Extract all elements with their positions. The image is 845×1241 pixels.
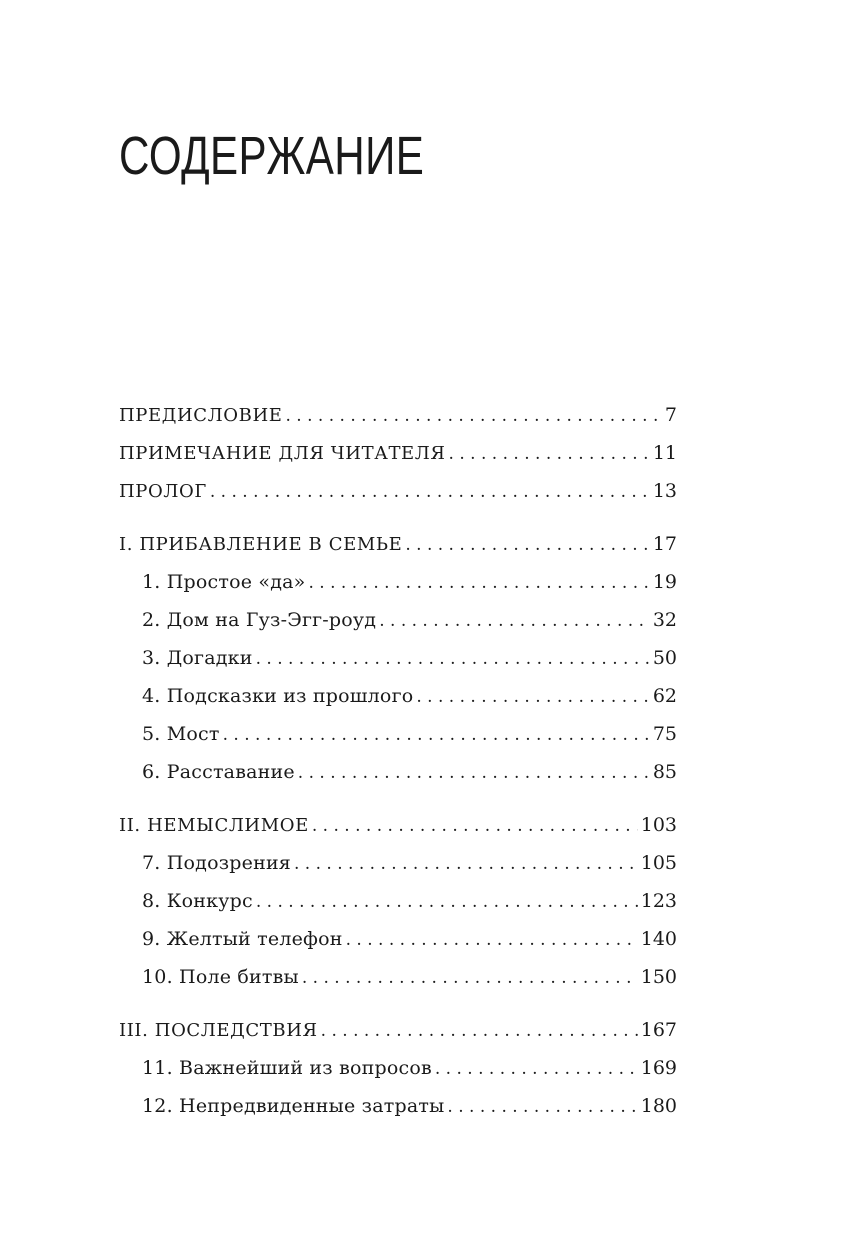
toc-page-number: 103 [640,814,677,836]
toc-chapter-entry [119,958,677,996]
toc-dot-leader [435,1050,638,1087]
toc-entry-title: II. НЕМЫСЛИМОЕ [119,815,309,836]
toc-chapter-entry [119,677,677,715]
toc-entry-title: 7. Подозрения [142,852,291,874]
toc-chapter-entry [119,563,677,601]
toc-part-entry [119,1011,677,1049]
table-of-contents [119,396,677,1125]
toc-dot-leader [346,921,638,958]
toc-page-number: 150 [640,966,677,988]
toc-dot-leader [312,807,638,844]
toc-page-number: 105 [640,852,677,874]
toc-dot-leader [210,473,650,510]
toc-dot-leader [405,526,649,563]
toc-page-number: 11 [652,442,677,464]
toc-dot-leader [447,1088,637,1125]
toc-dot-leader [416,678,649,715]
toc-entry-title: ПРОЛОГ [119,481,207,502]
toc-chapter-entry [119,882,677,920]
toc-page-number: 50 [652,647,677,669]
toc-dot-leader [294,845,638,882]
toc-dot-leader [379,602,650,639]
toc-page-number: 62 [652,685,677,707]
toc-page-number: 13 [652,480,677,502]
toc-dot-leader [449,435,650,472]
toc-entry-title: 4. Подсказки из прошлого [142,685,414,707]
toc-entry-title: 3. Догадки [142,647,253,669]
toc-dot-leader [298,754,650,791]
toc-entry-title: I. ПРИБАВЛЕНИЕ В СЕМЬЕ [119,534,403,555]
toc-chapter-entry [119,844,677,882]
toc-part-entry [119,434,677,472]
toc-page-number: 169 [640,1057,677,1079]
toc-entry-title: 5. Мост [142,723,220,745]
toc-entry-title: 9. Желтый телефон [142,928,343,950]
toc-dot-leader [302,959,638,996]
toc-dot-leader [321,1012,638,1049]
toc-chapter-entry [119,1049,677,1087]
toc-dot-leader [223,716,650,753]
toc-chapter-entry [119,715,677,753]
toc-dot-leader [309,564,650,601]
toc-dot-leader [256,883,638,920]
toc-part-entry [119,396,677,434]
toc-entry-title: 1. Простое «да» [142,571,306,593]
toc-entry-title: 10. Поле битвы [142,966,299,988]
toc-part-entry [119,806,677,844]
toc-page-number: 167 [640,1019,677,1041]
toc-page-number: 180 [640,1095,677,1117]
toc-entry-title: ПРЕДИСЛОВИЕ [119,405,283,426]
toc-entry-title: 6. Расставание [142,761,295,783]
toc-dot-leader [256,640,650,677]
toc-chapter-entry [119,601,677,639]
toc-dot-leader [286,397,662,434]
toc-entry-title: 11. Важнейший из вопросов [142,1057,432,1079]
toc-chapter-entry [119,639,677,677]
toc-chapter-entry [119,1087,677,1125]
toc-part-entry [119,472,677,510]
page-title: СОДЕРЖАНИЕ [119,126,425,186]
toc-page-number: 140 [640,928,677,950]
toc-entry-title: 8. Конкурс [142,890,253,912]
toc-page-number: 19 [652,571,677,593]
toc-entry-title: III. ПОСЛЕДСТВИЯ [119,1020,318,1041]
toc-entry-title: ПРИМЕЧАНИЕ ДЛЯ ЧИТАТЕЛЯ [119,443,446,464]
toc-chapter-entry [119,753,677,791]
toc-page-number: 17 [652,533,677,555]
toc-entry-title: 12. Непредвиденные затраты [142,1095,445,1117]
toc-page-number: 32 [652,609,677,631]
toc-page-number: 75 [652,723,677,745]
toc-page-number: 85 [652,761,677,783]
toc-part-entry [119,525,677,563]
toc-entry-title: 2. Дом на Гуз-Эгг-роуд [142,609,377,631]
toc-chapter-entry [119,920,677,958]
toc-page-number: 123 [640,890,677,912]
toc-page-number: 7 [664,404,677,426]
